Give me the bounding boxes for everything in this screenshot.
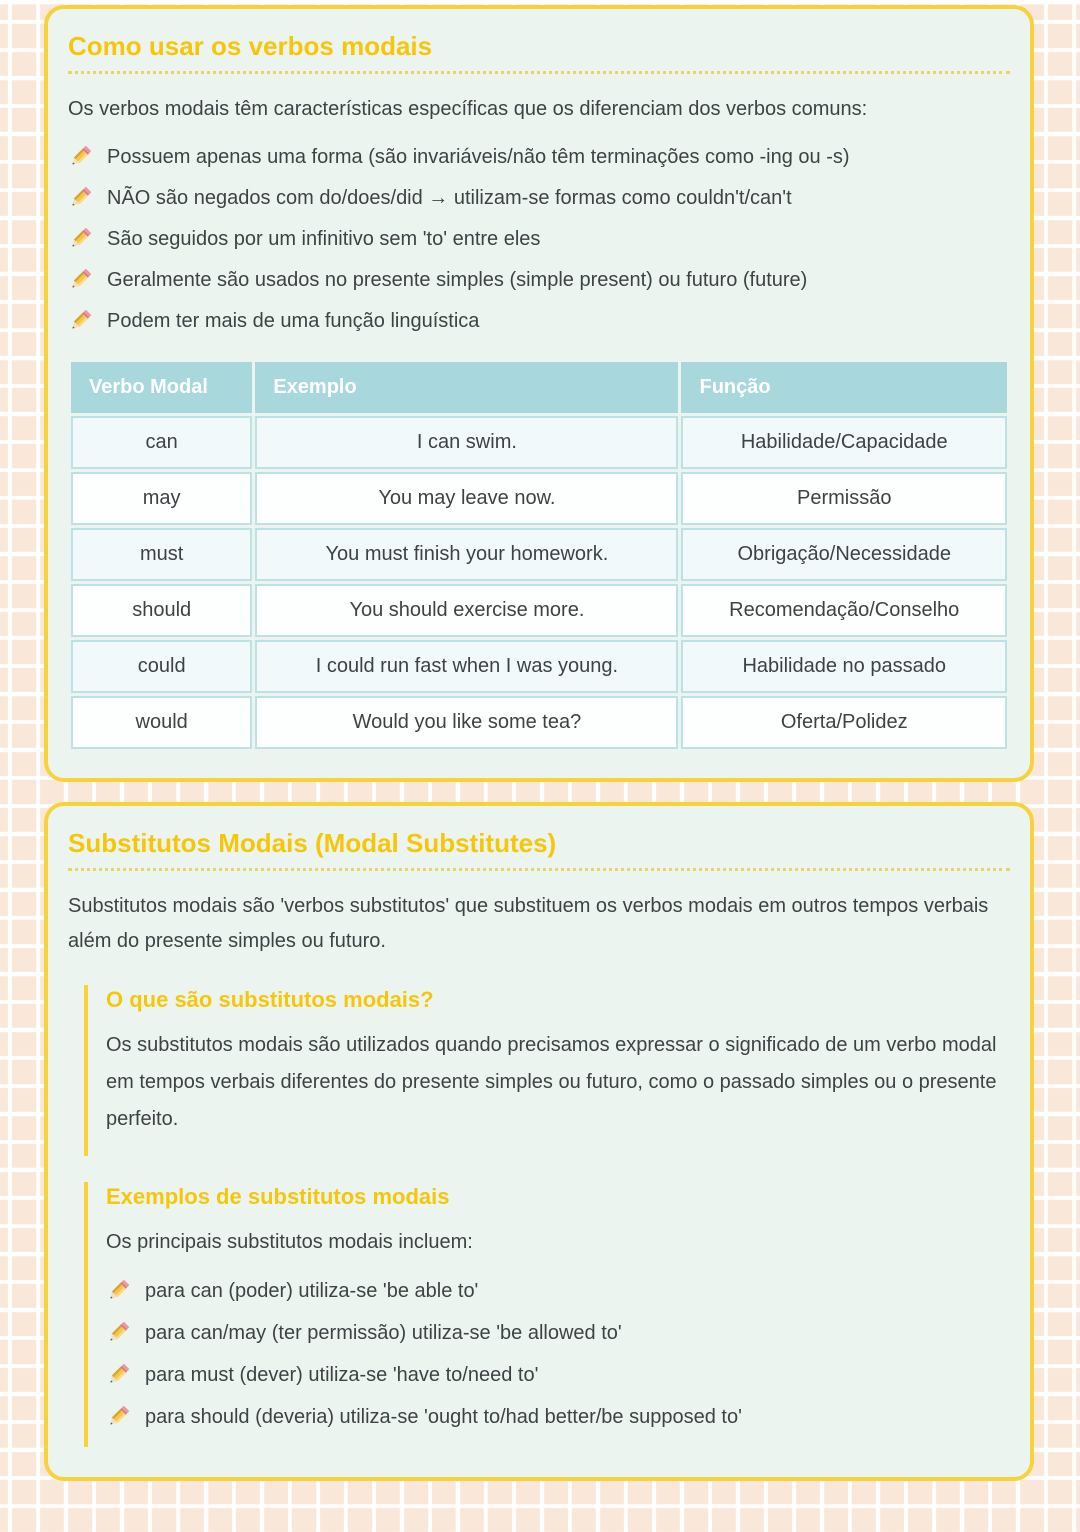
card1-intro: Os verbos modais têm características específicas que os diferenciam dos verbos comuns: [68,98,868,121]
subsection-o-que-sao [84,985,1010,1156]
cell-example: You must finish your homework. [255,528,678,581]
table-row [71,696,1007,749]
list-item [68,225,1010,253]
list-item [106,1319,1000,1347]
dotted-divider [68,868,1010,871]
cell-function: Oferta/Polidez [681,696,1007,749]
pencil-icon [68,226,93,251]
bullet-text: Podem ter mais de uma função linguística [107,310,480,333]
modal-verbs-table [68,359,1010,752]
table-header-row [71,362,1007,413]
cell-function: Permissão [681,472,1007,525]
list-item [106,1277,1000,1305]
card-substitutos-modais [44,802,1034,1481]
card2-intro: Substitutos modais são 'verbos substitutos' que substituem os verbos modais em outros tempos verbais além do presente simples ou futuro. [68,895,989,953]
list-item [68,266,1010,294]
table-row [71,416,1007,469]
bullet-text: Geralmente são usados no presente simples (simple present) ou futuro (future) [107,269,808,292]
subsection-heading: Exemplos de substitutos modais [106,1184,450,1210]
pencil-icon [106,1278,131,1303]
list-item [68,184,1010,212]
subsection-exemplos [84,1182,1010,1447]
cell-example: You should exercise more. [255,584,678,637]
bullet-text: NÃO são negados com do/does/did → utilizam-se formas como couldn't/can't [107,187,792,210]
bullet-text: para can/may (ter permissão) utiliza-se 'be allowed to' [145,1322,622,1345]
table-row [71,472,1007,525]
bullet-text: São seguidos por um infinitivo sem 'to' entre eles [107,228,541,251]
cell-verb: can [71,416,252,469]
list-item [106,1361,1000,1389]
pencil-icon [106,1404,131,1429]
cell-verb: should [71,584,252,637]
cell-function: Recomendação/Conselho [681,584,1007,637]
card2-bullet-list [106,1277,1000,1431]
table-row [71,584,1007,637]
list-item [68,307,1010,335]
column-header-funcao: Função [681,362,1007,413]
pencil-icon [68,144,93,169]
card-como-usar-os-verbos-modais [44,5,1034,782]
pencil-icon [106,1320,131,1345]
card1-bullet-list [68,143,1010,335]
notebook-page [0,5,1080,1481]
table-row [71,528,1007,581]
subsection-heading: O que são substitutos modais? [106,987,434,1013]
pencil-icon [68,267,93,292]
cell-function: Habilidade/Capacidade [681,416,1007,469]
list-item [68,143,1010,171]
bullet-text: para must (dever) utiliza-se 'have to/need to' [145,1364,539,1387]
cell-example: You may leave now. [255,472,678,525]
card2-title: Substitutos Modais (Modal Substitutes) [68,828,557,859]
column-header-verbo-modal: Verbo Modal [71,362,252,413]
column-header-exemplo: Exemplo [255,362,678,413]
pencil-icon [68,308,93,333]
cell-example: I can swim. [255,416,678,469]
cell-verb: could [71,640,252,693]
cell-verb: must [71,528,252,581]
list-item [106,1403,1000,1431]
table-row [71,640,1007,693]
bullet-text: para can (poder) utiliza-se 'be able to' [145,1280,479,1303]
bullet-text: para should (deveria) utiliza-se 'ought to/had better/be supposed to' [145,1406,742,1429]
pencil-icon [106,1362,131,1387]
cell-example: I could run fast when I was young. [255,640,678,693]
subsection-body: Os substitutos modais são utilizados quando precisamos expressar o significado de um verbo modal em tempos verbais diferentes do presente simples ou futuro, como o passado simples ou o presente perfeito. [106,1034,997,1131]
cell-example: Would you like some tea? [255,696,678,749]
cell-verb: may [71,472,252,525]
bullet-text: Possuem apenas uma forma (são invariáveis/não têm terminações como -ing ou -s) [107,146,850,169]
cell-function: Habilidade no passado [681,640,1007,693]
cell-function: Obrigação/Necessidade [681,528,1007,581]
dotted-divider [68,71,1010,74]
card1-title: Como usar os verbos modais [68,31,433,61]
pencil-icon [68,185,93,210]
subsection-body: Os principais substitutos modais incluem: [106,1231,473,1254]
cell-verb: would [71,696,252,749]
